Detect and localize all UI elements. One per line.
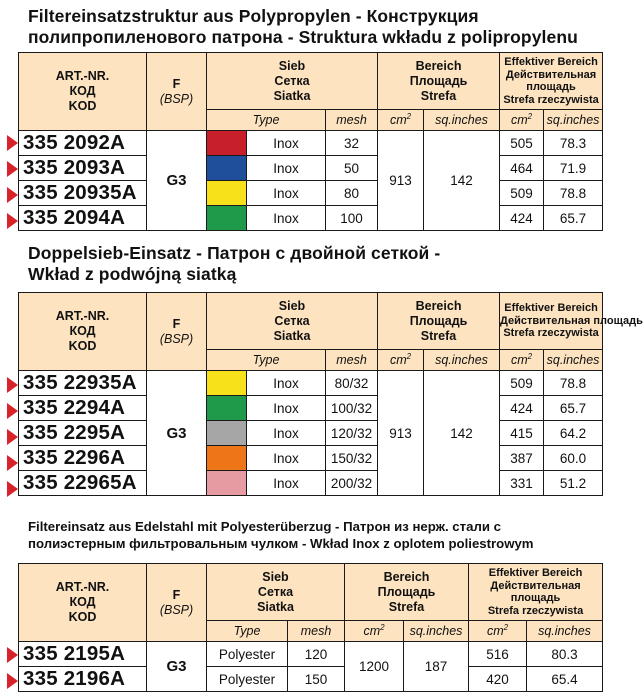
area-sqin-value: 142 bbox=[424, 371, 500, 496]
area-sqin-value: 187 bbox=[404, 642, 469, 692]
type-value: Inox bbox=[247, 396, 326, 421]
type-value: Inox bbox=[247, 471, 326, 496]
cm2-subheader: $cm^2$ bbox=[378, 350, 424, 371]
eff-sqin-value: 78.8 bbox=[544, 181, 603, 206]
row-marker-icon bbox=[7, 213, 18, 229]
area-sqin-value: 142 bbox=[424, 131, 500, 231]
article-number: 335 2294A bbox=[19, 396, 147, 421]
area-cm2-value: 1200 bbox=[345, 642, 404, 692]
mesh-subheader: mesh bbox=[326, 350, 378, 371]
row-marker-icon bbox=[7, 647, 18, 663]
color-swatch-fill bbox=[207, 131, 246, 155]
eff-sqin-value: 64.2 bbox=[544, 421, 603, 446]
type-value: Inox bbox=[247, 181, 326, 206]
mesh-subheader: mesh bbox=[288, 621, 345, 642]
row-marker-icon bbox=[7, 429, 18, 445]
eff-cm2-value: 415 bbox=[500, 421, 544, 446]
eff-cm2-value: 331 bbox=[500, 471, 544, 496]
sqinches-subheader: sq.inches bbox=[544, 110, 603, 131]
color-swatch-fill bbox=[207, 396, 246, 420]
color-swatch-fill bbox=[207, 181, 246, 205]
color-swatch-fill bbox=[207, 421, 246, 445]
type-value: Inox bbox=[247, 421, 326, 446]
table-row bbox=[19, 156, 603, 181]
eff-cm2-value: 464 bbox=[500, 156, 544, 181]
connection-value: G3 bbox=[147, 371, 207, 496]
sqinches-subheader: sq.inches bbox=[424, 350, 500, 371]
connection-header: F (BSP) bbox=[147, 293, 207, 371]
section-2-title: Doppelsieb-Einsatz - Патрон с двойной сеткой - Wkład z podwójną siatką bbox=[28, 243, 441, 284]
article-number: 335 22935A bbox=[19, 371, 147, 396]
article-number: 335 20935A bbox=[19, 181, 147, 206]
effective-area-header: Effektiver Bereich Действительная площадь Strefa rzeczywista bbox=[500, 293, 603, 350]
color-swatch-fill bbox=[207, 371, 246, 395]
mesh-value: 100/32 bbox=[326, 396, 378, 421]
table-row bbox=[19, 667, 603, 692]
article-number: 335 2092A bbox=[19, 131, 147, 156]
mesh-value: 32 bbox=[326, 131, 378, 156]
row-marker-icon bbox=[7, 481, 18, 497]
type-value: Inox bbox=[247, 156, 326, 181]
bereich-header: Bereich Площадь Strefa bbox=[378, 293, 500, 350]
mesh-value: 80/32 bbox=[326, 371, 378, 396]
mesh-value: 200/32 bbox=[326, 471, 378, 496]
eff-sqin-value: 78.8 bbox=[544, 371, 603, 396]
eff-sqin-value: 60.0 bbox=[544, 446, 603, 471]
table-row bbox=[19, 131, 603, 156]
article-number: 335 2296A bbox=[19, 446, 147, 471]
table-row bbox=[19, 642, 603, 667]
color-swatch bbox=[207, 131, 247, 156]
color-swatch-fill bbox=[207, 446, 246, 470]
sqinches-subheader: sq.inches bbox=[424, 110, 500, 131]
eff-cm2-value: 509 bbox=[500, 181, 544, 206]
type-value: Inox bbox=[247, 206, 326, 231]
table-row bbox=[19, 396, 603, 421]
effective-area-header: Effektiver Bereich Действительная площадь Strefa rzeczywista bbox=[469, 564, 603, 621]
sieb-header: Sieb Сетка Siatka bbox=[207, 564, 345, 621]
connection-value: G3 bbox=[147, 642, 207, 692]
color-swatch bbox=[207, 471, 247, 496]
bereich-header: Bereich Площадь Strefa bbox=[345, 564, 469, 621]
color-swatch bbox=[207, 446, 247, 471]
type-value: Inox bbox=[247, 446, 326, 471]
sqinches-subheader: sq.inches bbox=[404, 621, 469, 642]
type-value: Polyester bbox=[207, 667, 288, 692]
color-swatch bbox=[207, 396, 247, 421]
section-3-title: Filtereinsatz aus Edelstahl mit Polyesterüberzug - Патрон из нерж. стали с полиэстерным фильтровальным чулком - Wkład Inox z oplotem poliestrowym bbox=[28, 519, 534, 551]
type-subheader: Type bbox=[207, 110, 326, 131]
article-number: 335 2195A bbox=[19, 642, 147, 667]
cm2-subheader: $cm^2$ bbox=[345, 621, 404, 642]
area-cm2-value: 913 bbox=[378, 131, 424, 231]
mesh-value: 120/32 bbox=[326, 421, 378, 446]
article-number: 335 22965A bbox=[19, 471, 147, 496]
connection-value: G3 bbox=[147, 131, 207, 231]
article-number: 335 2196A bbox=[19, 667, 147, 692]
bereich-header: Bereich Площадь Strefa bbox=[378, 53, 500, 110]
eff-sqin-value: 80.3 bbox=[527, 642, 603, 667]
row-marker-icon bbox=[7, 403, 18, 419]
row-marker-icon bbox=[7, 161, 18, 177]
cm2-subheader: $cm^2$ bbox=[500, 350, 544, 371]
section-1-title: Filtereinsatzstruktur aus Polypropylen - Конструкция полипропиленового патрона - Struktura wkładu z polipropylenu bbox=[28, 6, 578, 47]
cm2-subheader: $cm^2$ bbox=[500, 110, 544, 131]
table-row bbox=[19, 206, 603, 231]
eff-cm2-value: 516 bbox=[469, 642, 527, 667]
mesh-subheader: mesh bbox=[326, 110, 378, 131]
eff-sqin-value: 78.3 bbox=[544, 131, 603, 156]
row-marker-icon bbox=[7, 187, 18, 203]
sieb-header: Sieb Сетка Siatka bbox=[207, 53, 378, 110]
art-nr-header: ART.-NR. КОД KOD bbox=[19, 564, 147, 642]
mesh-value: 120 bbox=[288, 642, 345, 667]
cm2-subheader: $cm^2$ bbox=[469, 621, 527, 642]
mesh-value: 150/32 bbox=[326, 446, 378, 471]
color-swatch bbox=[207, 421, 247, 446]
eff-cm2-value: 505 bbox=[500, 131, 544, 156]
eff-cm2-value: 387 bbox=[500, 446, 544, 471]
eff-cm2-value: 424 bbox=[500, 396, 544, 421]
double-sieve-table bbox=[18, 292, 643, 496]
table-row bbox=[19, 371, 603, 396]
article-number: 335 2093A bbox=[19, 156, 147, 181]
eff-sqin-value: 51.2 bbox=[544, 471, 603, 496]
art-nr-header: ART.-NR. КОД KOD bbox=[19, 293, 147, 371]
color-swatch bbox=[207, 156, 247, 181]
color-swatch-fill bbox=[207, 206, 246, 230]
mesh-value: 150 bbox=[288, 667, 345, 692]
sqinches-subheader: sq.inches bbox=[544, 350, 603, 371]
connection-header: F (BSP) bbox=[147, 564, 207, 642]
area-cm2-value: 913 bbox=[378, 371, 424, 496]
cm2-subheader: $cm^2$ bbox=[378, 110, 424, 131]
table-row bbox=[19, 181, 603, 206]
type-subheader: Type bbox=[207, 621, 288, 642]
color-swatch bbox=[207, 206, 247, 231]
effective-area-header: Effektiver Bereich Действительная площадь Strefa rzeczywista bbox=[500, 53, 603, 110]
sieb-header: Sieb Сетка Siatka bbox=[207, 293, 378, 350]
eff-sqin-value: 65.4 bbox=[527, 667, 603, 692]
art-nr-header: ART.-NR. КОД KOD bbox=[19, 53, 147, 131]
table-row bbox=[19, 446, 603, 471]
row-marker-icon bbox=[7, 135, 18, 151]
table-row bbox=[19, 421, 603, 446]
color-swatch bbox=[207, 181, 247, 206]
table-row bbox=[19, 471, 603, 496]
article-number: 335 2094A bbox=[19, 206, 147, 231]
type-value: Inox bbox=[247, 131, 326, 156]
connection-header: F (BSP) bbox=[147, 53, 207, 131]
eff-sqin-value: 71.9 bbox=[544, 156, 603, 181]
type-value: Inox bbox=[247, 371, 326, 396]
color-swatch-fill bbox=[207, 471, 246, 495]
type-value: Polyester bbox=[207, 642, 288, 667]
eff-sqin-value: 65.7 bbox=[544, 396, 603, 421]
mesh-value: 100 bbox=[326, 206, 378, 231]
color-swatch-fill bbox=[207, 156, 246, 180]
eff-cm2-value: 424 bbox=[500, 206, 544, 231]
row-marker-icon bbox=[7, 455, 18, 471]
color-swatch bbox=[207, 371, 247, 396]
polypropylene-table bbox=[18, 52, 603, 231]
row-marker-icon bbox=[7, 673, 18, 689]
polyester-table bbox=[18, 563, 603, 692]
row-marker-icon bbox=[7, 377, 18, 393]
eff-cm2-value: 509 bbox=[500, 371, 544, 396]
sqinches-subheader: sq.inches bbox=[527, 621, 603, 642]
type-subheader: Type bbox=[207, 350, 326, 371]
eff-cm2-value: 420 bbox=[469, 667, 527, 692]
mesh-value: 50 bbox=[326, 156, 378, 181]
article-number: 335 2295A bbox=[19, 421, 147, 446]
mesh-value: 80 bbox=[326, 181, 378, 206]
eff-sqin-value: 65.7 bbox=[544, 206, 603, 231]
